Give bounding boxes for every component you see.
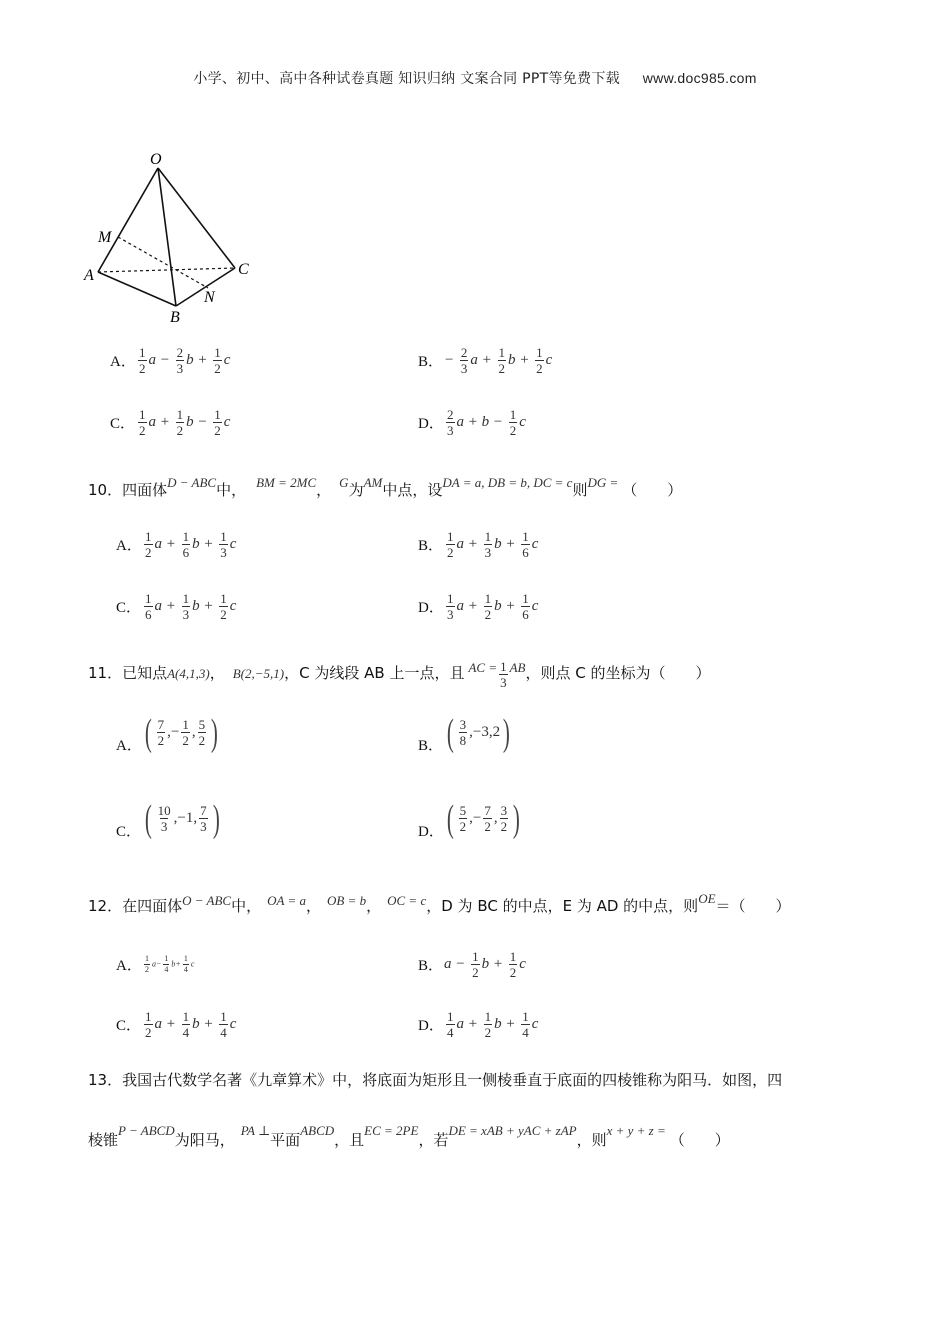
label-C: C	[238, 261, 249, 278]
option-letter: A．	[110, 354, 136, 370]
q10-option-c[interactable]: C． $\frac{1}{6}$ a + $\frac{1}{3}$ b + $\frac{1}{2}$ c	[116, 591, 237, 622]
question-11: 11．已知点A(4,1,3)， B(2,−5,1)，C 为线段 AB 上一点，且 AC = $\frac{1}{3}$ AB，则点 C 的坐标为（ ）	[88, 659, 711, 690]
label-A: A	[84, 267, 94, 284]
q9-option-d[interactable]: D． $\frac{2}{3}$ a + b − $\frac{1}{2}$ c	[418, 407, 526, 438]
q12-option-a[interactable]: A． $\frac{1}{2}$ a− $\frac{1}{4}$ b+ $\frac{1}{4}$ c	[116, 954, 195, 974]
q11-option-b[interactable]: B． ( $\frac{3}{8}$ , − 3 , 2 )	[418, 711, 510, 754]
q12-option-c[interactable]: C． $\frac{1}{2}$ a + $\frac{1}{4}$ b + $\frac{1}{4}$ c	[116, 1009, 237, 1040]
edge-AC-hidden	[98, 268, 235, 272]
segment-MN	[118, 237, 208, 288]
option-letter: C．	[110, 416, 136, 432]
option-letter: B．	[418, 354, 444, 370]
question-13-line2: 棱锥P − ABCD为阳马，PA ⊥平面ABCD，且EC = 2PE，若DE = xAB + yAC + zAP，则x + y + z =（ ）	[88, 1123, 730, 1149]
header-site[interactable]: www.doc985.com	[642, 70, 757, 86]
q11-option-d[interactable]: D． ( $\frac{5}{2}$ , − $\frac{7}{2}$ , $\frac{3}{2}$ )	[418, 797, 520, 840]
q10-option-a[interactable]: A． $\frac{1}{2}$ a + $\frac{1}{6}$ b + $\frac{1}{3}$ c	[116, 529, 237, 560]
label-O: O	[150, 151, 162, 168]
question-12: 12．在四面体O − ABC中， OA = a， OB = b， OC = c，D 为 BC 的中点，E 为 AD 的中点，则OE＝（ ）	[88, 891, 791, 915]
q12-option-d[interactable]: D． $\frac{1}{4}$ a + $\frac{1}{2}$ b + $\frac{1}{4}$ c	[418, 1009, 539, 1040]
edge-OA	[98, 168, 158, 272]
tetrahedron-figure	[80, 150, 260, 330]
q10-option-b[interactable]: B． $\frac{1}{2}$ a + $\frac{1}{3}$ b + $\frac{1}{6}$ c	[418, 529, 539, 560]
page-header	[0, 68, 950, 88]
q12-option-b[interactable]: B． a − $\frac{1}{2}$ b + $\frac{1}{2}$ c	[418, 949, 526, 980]
q9-option-b[interactable]: B． − $\frac{2}{3}$ a + $\frac{1}{2}$ b + $\frac{1}{2}$ c	[418, 345, 553, 376]
label-N: N	[204, 289, 215, 306]
question-10: 10．四面体D − ABC中， BM = 2MC， G为AM中点，设DA = a, DB = b, DC = c则DG = （ ）	[88, 475, 683, 499]
q9-option-c[interactable]: C． $\frac{1}{2}$ a + $\frac{1}{2}$ b − $\frac{1}{2}$ c	[110, 407, 231, 438]
label-M: M	[98, 229, 112, 246]
question-13-line1: 13．我国古代数学名著《九章算术》中，将底面为矩形且一侧棱垂直于底面的四棱锥称为阳马．如图，四	[88, 1071, 783, 1089]
q10-option-d[interactable]: D． $\frac{1}{3}$ a + $\frac{1}{2}$ b + $\frac{1}{6}$ c	[418, 591, 539, 622]
label-B: B	[170, 309, 180, 326]
option-letter: D．	[418, 416, 444, 432]
q11-option-a[interactable]: A． ( $\frac{7}{2}$ , − $\frac{1}{2}$ , $\frac{5}{2}$ )	[116, 711, 218, 754]
edge-AB	[98, 272, 176, 306]
q11-option-c[interactable]: C． ( $\frac{10}{3}$ , − 1 , $\frac{7}{3}$ )	[116, 797, 220, 840]
q9-option-a[interactable]: A． $\frac{1}{2}$ a − $\frac{2}{3}$ b + $\frac{1}{2}$ c	[110, 345, 231, 376]
header-text: 小学、初中、高中各种试卷真题 知识归纳 文案合同 PPT等免费下载	[193, 71, 620, 87]
